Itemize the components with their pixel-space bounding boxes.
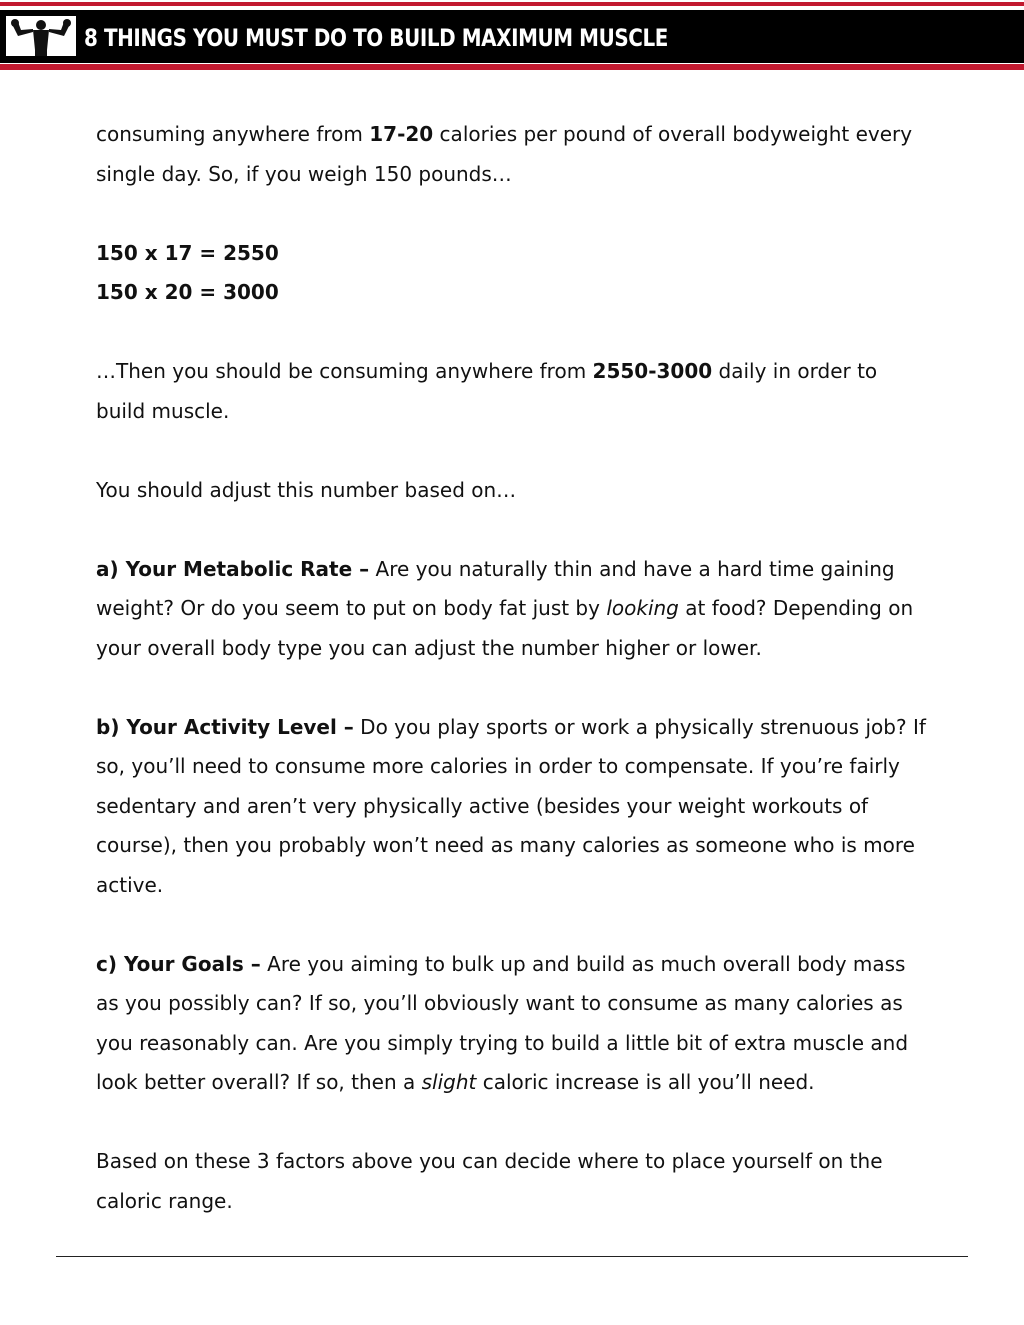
daily-calorie-range: 2550-3000	[592, 359, 713, 383]
header-accent-line-top	[0, 2, 1024, 6]
header-title: 8 THINGS YOU MUST DO TO BUILD MAXIMUM MUSCLE	[84, 24, 668, 52]
paragraph-activity-level	[96, 708, 931, 906]
metabolic-rate-text-1: Are you naturally thin and have a hard time gaining weight? Or do you seem to put on body fat just by	[96, 556, 895, 620]
equation-2-text: 150 x 20 = 3000	[96, 280, 279, 304]
paragraph-intro	[96, 115, 931, 194]
activity-level-heading: b) Your Activity Level –	[96, 714, 354, 739]
header-accent-line-bottom	[0, 64, 1024, 70]
daily-range-text-2: daily in order to build muscle.	[96, 359, 878, 423]
flexing-bodybuilder-icon	[6, 16, 76, 56]
intro-text-1: consuming anywhere from	[96, 122, 370, 146]
paragraph-adjust: You should adjust this number based on…	[96, 477, 517, 502]
daily-range-text-1: …Then you should be consuming anywhere from	[96, 359, 593, 383]
calorie-range-per-pound: 17-20	[369, 122, 434, 146]
metabolic-rate-text-2: at food? Depending on your overall body type you can adjust the number higher or lower.	[96, 596, 914, 660]
document-body	[96, 115, 931, 1261]
equation-2	[96, 273, 931, 313]
paragraph-goals	[96, 945, 931, 1103]
equation-1	[96, 234, 931, 274]
paragraph-metabolic-rate	[96, 550, 931, 669]
goals-text-2: caloric increase is all you’ll need.	[476, 1070, 815, 1094]
goals-text-1: Are you aiming to bulk up and build as much overall body mass as you possibly can? If so, you’ll obviously want to consume as many calories as you reasonably can. Are you simply trying to build a little bit of extra muscle and look better overall? If so, then a	[96, 951, 909, 1094]
metabolic-rate-heading: a) Your Metabolic Rate –	[96, 556, 370, 581]
goals-heading: c) Your Goals –	[96, 951, 261, 976]
intro-text-2: calories per pound of overall bodyweight every single day. So, if you weigh 150 pounds…	[96, 122, 913, 186]
activity-level-text: Do you play sports or work a physically strenuous job? If so, you’ll need to consume more calories in order to compensate. If you’re fairly sedentary and aren’t very physically active (besides your weight workouts of course), then you probably won’t need as many calories as someone who is more active.	[96, 714, 926, 897]
goals-emphasis: slight	[421, 1070, 477, 1094]
paragraph-closing: Based on these 3 factors above you can decide where to place yourself on the caloric range.	[96, 1149, 883, 1213]
footer-divider	[56, 1256, 968, 1257]
metabolic-rate-emphasis: looking	[606, 596, 679, 620]
paragraph-daily-range	[96, 352, 931, 431]
equation-1-text: 150 x 17 = 2550	[96, 240, 279, 265]
